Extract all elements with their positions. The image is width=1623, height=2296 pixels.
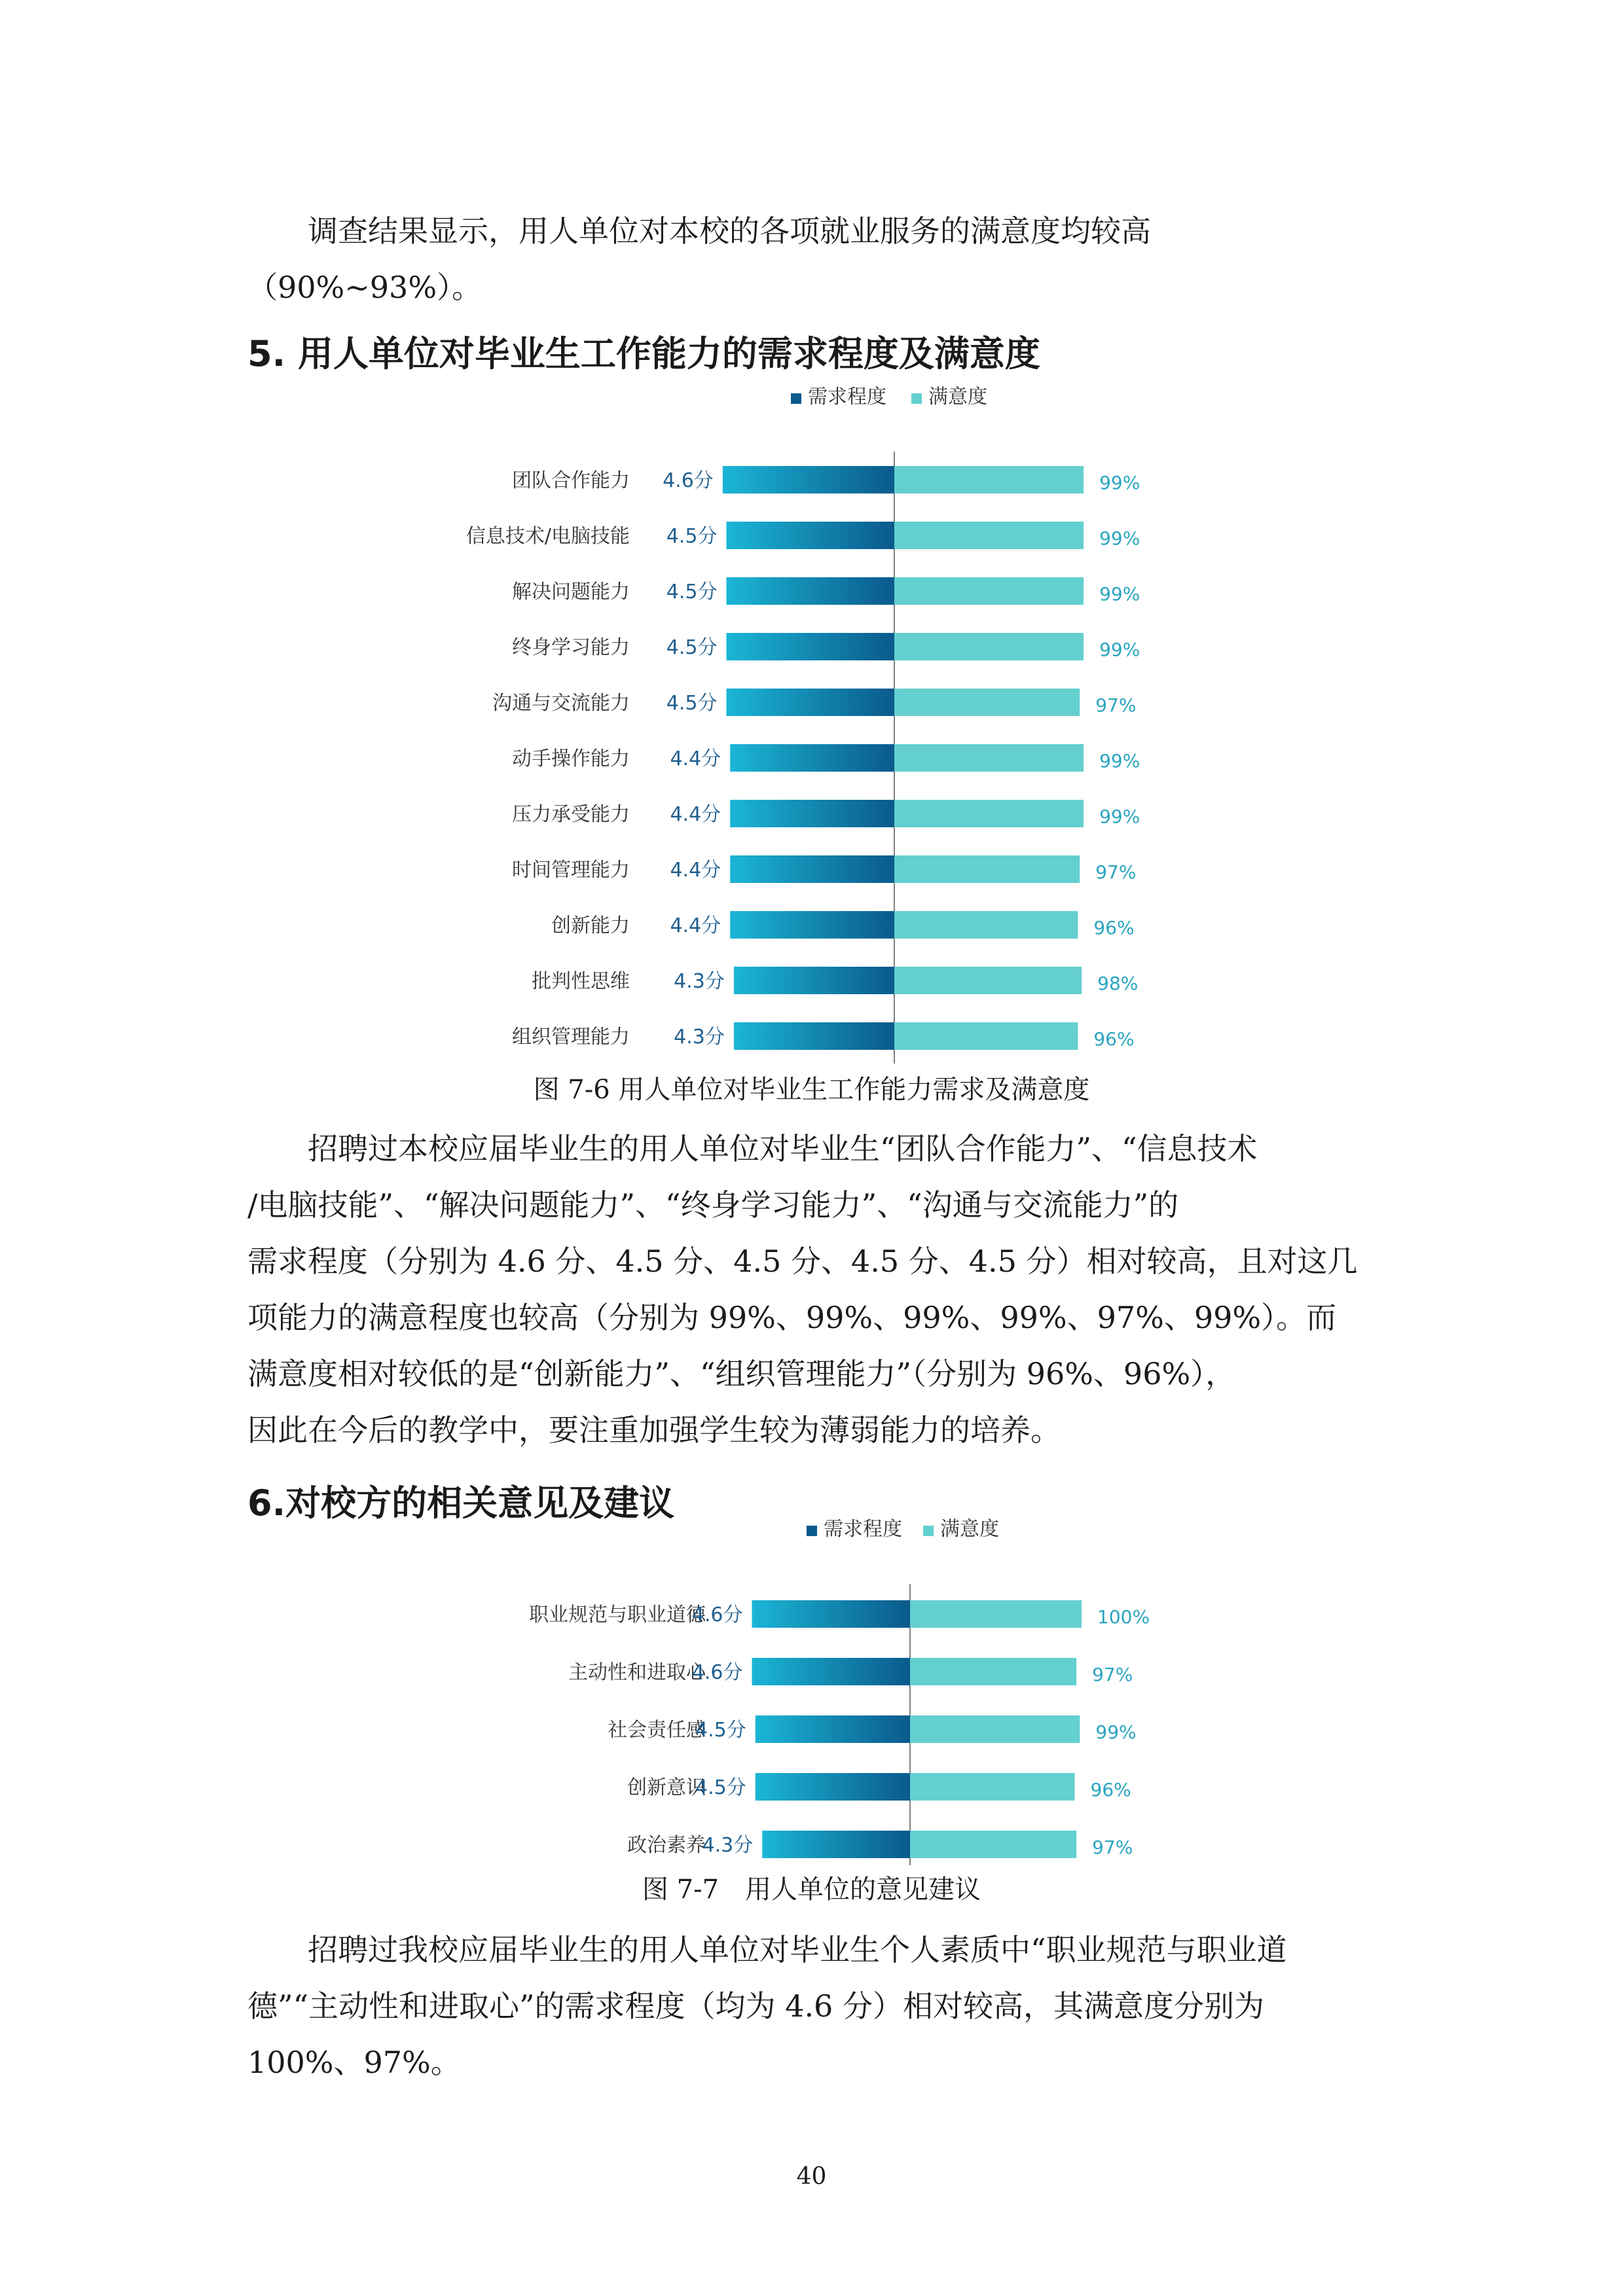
satisfaction-bar [894, 466, 1084, 493]
category-label: 终身学习能力 [512, 636, 630, 659]
demand-bar [734, 967, 894, 994]
satisfaction-value-label: 97% [1095, 861, 1137, 883]
satisfaction-value-label: 99% [1099, 583, 1140, 605]
chart2-legend [807, 1518, 999, 1541]
demand-bar [730, 800, 894, 827]
demand-value-label: 4.6分 [663, 469, 714, 492]
intro-line-2: （90%~93%）。 [247, 270, 483, 305]
legend-label-satisfaction: 满意度 [940, 1518, 999, 1541]
demand-value-label: 4.4分 [670, 859, 721, 882]
legend-label-demand: 需求程度 [824, 1518, 902, 1541]
paragraph-2 [247, 1922, 1387, 2090]
satisfaction-value-label: 100% [1097, 1606, 1150, 1628]
demand-value-label: 4.5分 [666, 692, 718, 715]
category-label: 动手操作能力 [512, 747, 630, 770]
paragraph-2-line-3: 100%、97%。 [247, 2045, 461, 2080]
satisfaction-value-label: 99% [1099, 750, 1140, 772]
satisfaction-value-label: 99% [1095, 1721, 1137, 1743]
satisfaction-bar [910, 1831, 1076, 1858]
satisfaction-value-label: 99% [1099, 528, 1140, 549]
category-label: 职业规范与职业道德 [529, 1604, 706, 1626]
category-label: 团队合作能力 [512, 469, 630, 492]
demand-bar [727, 522, 895, 549]
category-label: 压力承受能力 [512, 803, 630, 826]
category-label: 主动性和进取心 [568, 1661, 706, 1684]
paragraph-1-line-5: 满意度相对较低的是“创新能力”、“组织管理能力”（分别为 96%、96%）， [247, 1356, 1236, 1391]
chart-opinions [0, 1518, 1623, 1872]
chart1-bars [466, 452, 1140, 1064]
legend-label-demand: 需求程度 [808, 386, 886, 408]
category-label: 创新能力 [551, 914, 630, 937]
legend-swatch-demand [807, 1526, 817, 1536]
legend-swatch-demand [791, 393, 801, 404]
demand-value-label: 4.3分 [674, 970, 725, 993]
section-6-heading: 6.对校方的相关意见及建议 [247, 1482, 675, 1524]
satisfaction-bar [910, 1773, 1075, 1801]
paragraph-1-line-6: 因此在今后的教学中，要注重加强学生较为薄弱能力的培养。 [247, 1412, 1061, 1448]
intro-paragraph [247, 203, 1387, 315]
category-label: 时间管理能力 [512, 859, 630, 882]
demand-bar [762, 1831, 910, 1858]
chart2-caption: 图 7-7 用人单位的意见建议 [642, 1874, 981, 1905]
satisfaction-bar [894, 1022, 1078, 1050]
section-5-heading: 5. 用人单位对毕业生工作能力的需求程度及满意度 [247, 333, 1040, 374]
satisfaction-bar [894, 633, 1084, 660]
demand-value-label: 4.6分 [691, 1604, 743, 1626]
demand-value-label: 4.5分 [695, 1776, 746, 1799]
demand-bar [727, 689, 895, 716]
satisfaction-value-label: 96% [1093, 1028, 1135, 1050]
demand-bar [730, 911, 894, 939]
satisfaction-bar [910, 1715, 1080, 1743]
paragraph-1 [247, 1121, 1387, 1458]
satisfaction-bar [894, 911, 1078, 939]
intro-line-1: 调查结果显示，用人单位对本校的各项就业服务的满意度均较高 [308, 213, 1151, 249]
chart1-caption: 图 7-6 用人单位对毕业生工作能力需求及满意度 [533, 1075, 1090, 1105]
demand-bar [734, 1022, 894, 1050]
demand-bar [752, 1600, 911, 1628]
demand-bar [727, 633, 895, 660]
satisfaction-value-label: 98% [1097, 973, 1139, 994]
demand-value-label: 4.6分 [691, 1661, 743, 1684]
satisfaction-bar [894, 744, 1084, 772]
satisfaction-bar [910, 1658, 1076, 1685]
demand-value-label: 4.3分 [674, 1026, 725, 1049]
satisfaction-bar [894, 577, 1084, 605]
satisfaction-bar [894, 689, 1080, 716]
satisfaction-bar [894, 800, 1084, 827]
category-label: 信息技术/电脑技能 [465, 525, 630, 548]
satisfaction-value-label: 96% [1093, 917, 1135, 939]
satisfaction-bar [894, 855, 1080, 883]
satisfaction-value-label: 97% [1092, 1664, 1133, 1685]
chart-work-ability [0, 380, 1623, 1073]
chart1-legend [791, 386, 987, 408]
demand-bar [756, 1773, 910, 1801]
demand-bar [730, 744, 894, 772]
satisfaction-bar [910, 1600, 1082, 1628]
paragraph-2-line-1: 招聘过我校应届毕业生的用人单位对毕业生个人素质中“职业规范与职业道 [308, 1932, 1287, 1967]
category-label: 创新意识 [627, 1776, 706, 1799]
legend-swatch-satisfaction [923, 1526, 934, 1536]
paragraph-2-line-2: 德”“主动性和进取心”的需求程度（均为 4.6 分）相对较高，其满意度分别为 [247, 1988, 1264, 2024]
satisfaction-value-label: 96% [1090, 1779, 1131, 1801]
category-label: 政治素养 [627, 1834, 706, 1857]
demand-bar [723, 466, 894, 493]
demand-value-label: 4.5分 [666, 636, 718, 659]
demand-bar [727, 577, 895, 605]
satisfaction-value-label: 99% [1099, 472, 1140, 493]
satisfaction-value-label: 99% [1099, 806, 1140, 827]
category-label: 社会责任感 [608, 1719, 706, 1742]
demand-bar [756, 1715, 910, 1743]
demand-bar [752, 1658, 911, 1685]
category-label: 解决问题能力 [512, 581, 630, 603]
category-label: 批判性思维 [532, 970, 630, 993]
satisfaction-bar [894, 522, 1084, 549]
legend-swatch-satisfaction [911, 393, 922, 404]
paragraph-1-line-3: 需求程度（分别为 4.6 分、4.5 分、4.5 分、4.5 分、4.5 分）相对较高，且对这几 [247, 1244, 1358, 1279]
demand-value-label: 4.5分 [666, 581, 718, 603]
satisfaction-bar [894, 967, 1082, 994]
demand-value-label: 4.4分 [670, 747, 721, 770]
legend-label-satisfaction: 满意度 [928, 386, 987, 408]
satisfaction-value-label: 97% [1092, 1837, 1133, 1858]
demand-value-label: 4.3分 [702, 1834, 754, 1857]
category-label: 沟通与交流能力 [492, 692, 630, 715]
category-label: 组织管理能力 [512, 1026, 630, 1049]
satisfaction-value-label: 99% [1099, 639, 1140, 660]
paragraph-1-line-2: /电脑技能”、“解决问题能力”、“终身学习能力”、“沟通与交流能力”的 [247, 1187, 1179, 1223]
demand-bar [730, 855, 894, 883]
paragraph-1-line-1: 招聘过本校应届毕业生的用人单位对毕业生“团队合作能力”、“信息技术 [308, 1131, 1258, 1166]
demand-value-label: 4.4分 [670, 803, 721, 826]
demand-value-label: 4.5分 [695, 1719, 746, 1742]
demand-value-label: 4.4分 [670, 914, 721, 937]
chart2-bars [529, 1584, 1150, 1865]
paragraph-1-line-4: 项能力的满意程度也较高（分别为 99%、99%、99%、99%、97%、99%）。而 [247, 1300, 1337, 1335]
page-number: 40 [796, 2163, 827, 2190]
satisfaction-value-label: 97% [1095, 694, 1137, 716]
demand-value-label: 4.5分 [666, 525, 718, 548]
